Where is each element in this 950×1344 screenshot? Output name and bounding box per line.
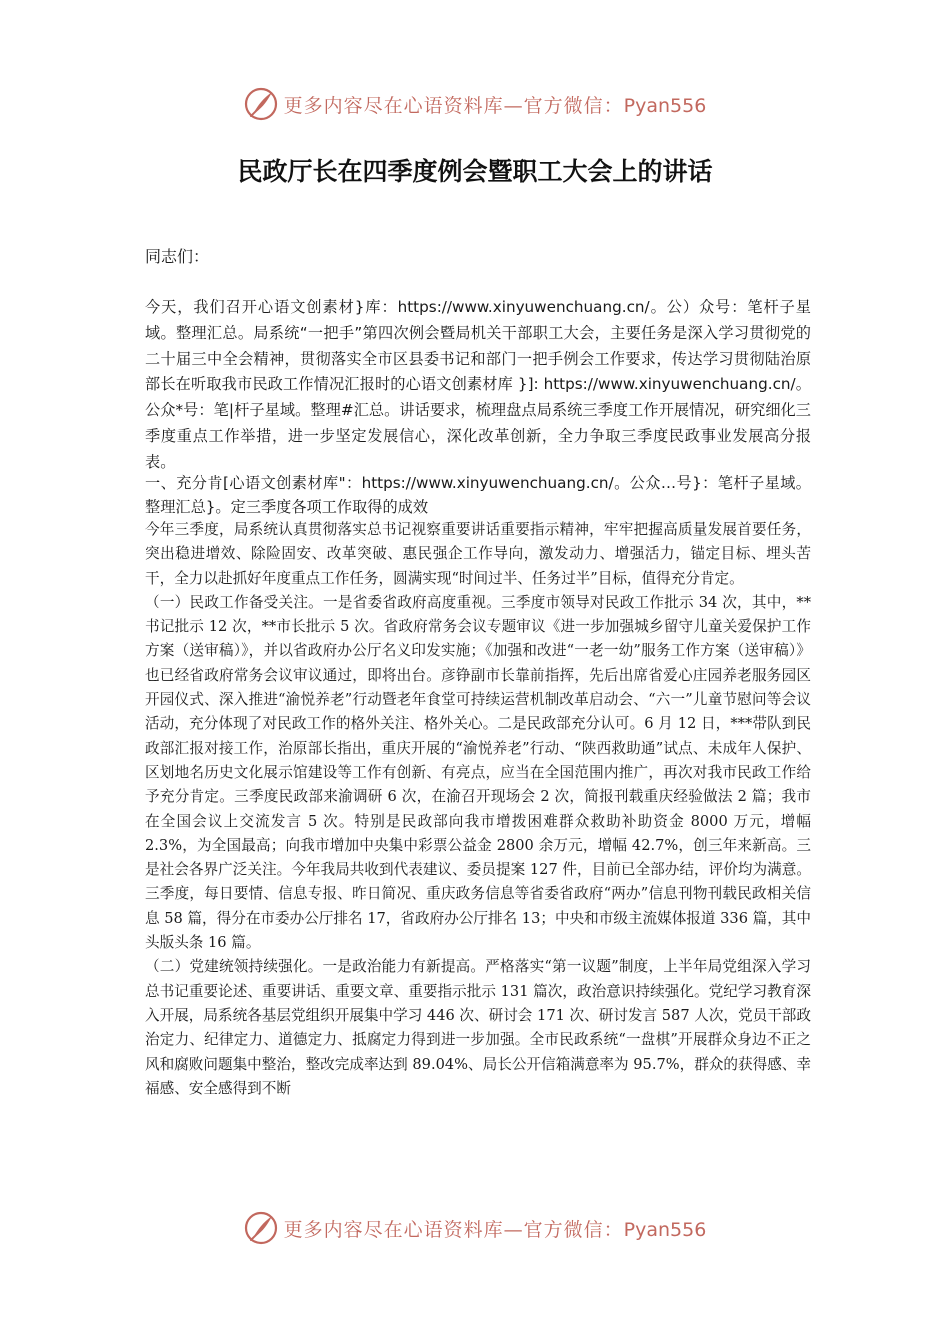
document-title: 民政厅长在四季度例会暨职工大会上的讲话 — [237, 157, 713, 186]
salutation: 同志们： — [145, 247, 210, 266]
banner-text: 更多内容尽在心语资料库—官方微信：Pyan556 — [283, 94, 707, 117]
paragraph: （一）民政工作备受关注。一是省委省政府高度重视。三季度市领导对民政工作批示 34 次，其中，**书记批示 12 次，**市长批示 5 次。省政府常务会议专题审议《进一步加强城乡留守儿童关爱保护工作方案（送审稿）》，并以省政府办公厅名义印发实施；《加强和改进“一老一幼”服务工作方案（送审稿）》也已经省政府常务会议审议通过，即将出台。彦铮副市长靠前指挥，先后出席省爱心庄园养老服务园区开园仪式、深入推进“渝悦养老”行动暨老年食堂可持续运营机制改革启动会、“六一”儿童节慰问等会议活动，充分体现了对民政工作的格外关注、格外关心。二是民政部充分认可。6 月 12 日，***带队到民政部汇报对接工作，治原部长指出，重庆开展的“渝悦养老”行动、“陕西救助通”试点、未成年人保护、区划地名历史文化展示馆建设等工作有创新、有亮点，应当在全国范围内推广，再次对我市民政工作给予充分肯定。三季度民政部来渝调研 6 次，在渝召开现场会 2 次，简报刊载重庆经验做法 2 篇；我市在全国会议上交流发言 5 次。特别是民政部向我市增拨困难群众救助补助资金 8000 万元，增幅 2.3%，为全国最高；向我市增加中央集中彩票公益金 2800 余万元，增幅 42.7%，创三年来新高。三是社会各界广泛关注。今年我局共收到代表建议、委员提案 127 件，目前已全部办结，评价均为满意。三季度，每日要情、信息专报、昨日简况、重庆政务信息等省委省政府“两办”信息刊物刊载民政相关信息 58 篇，得分在市委办公厅排名 17，省政府办公厅排名 13；中央和市级主流媒体报道 336 篇，其中头版头条 16 篇。 — [145, 593, 811, 952]
feather-pen-logo-icon — [244, 87, 278, 121]
paragraph: 今年三季度，局系统认真贯彻落实总书记视察重要讲话重要指示精神，牢牢把握高质量发展首要任务，突出稳进增效、除险固安、改革突破、惠民强企工作导向，激发动力、增强活力，锚定目标、埋头苦干，全力以赴抓好年度重点工作任务，圆满实现“时间过半、任务过半”目标，值得充分肯定。 — [145, 521, 811, 587]
section-heading: 一、充分肯[心语文创素材库"：https://www.xinyuwenchuang.cn/。公众…号}：笔杆子星域。整理汇总}。定三季度各项工作取得的成效 — [145, 474, 811, 516]
footer-banner — [0, 1208, 950, 1248]
header-banner — [0, 84, 950, 124]
intro-paragraph: 今天，我们召开心语文创素材}库：https://www.xinyuwenchuang.cn/。公）众号：笔杆子星域。整理汇总。局系统“一把手”第四次例会暨局机关干部职工大会，主要任务是深入学习贯彻党的二十届三中全会精神，贯彻落实全市区县委书记和部门一把手例会工作要求，传达学习贯彻陆治原部长在听取我市民政工作情况汇报时的心语文创素材库 }]: https://www.xinyuwenchuang.cn/。公众*号：笔|杆子星域。整理#汇总。讲话要求，梳理盘点局系统三季度工作开展情况，研究细化三季度重点工作举措，进一步坚定发展信心，深化改革创新，全力争取三季度民政事业发展高分报表。 — [145, 298, 811, 471]
feather-pen-logo-icon — [244, 1211, 278, 1245]
body-text — [145, 518, 811, 1101]
paragraph: （二）党建统领持续强化。一是政治能力有新提高。严格落实“第一议题”制度，上半年局党组深入学习总书记重要论述、重要讲话、重要文章、重要指示批示 131 篇次，政治意识持续强化。党纪学习教育深入开展，局系统各基层党组织开展集中学习 446 次、研讨会 171 次、研讨发言 587 人次，党员干部政治定力、纪律定力、道德定力、抵腐定力得到进一步加强。全市民政系统“一盘棋”开展群众身边不正之风和腐败问题集中整治，整改完成率达到 89.04%、局长公开信箱满意率为 95.7%，群众的获得感、幸福感、安全感得到不断 — [145, 958, 811, 1097]
banner-text: 更多内容尽在心语资料库—官方微信：Pyan556 — [283, 1218, 707, 1241]
